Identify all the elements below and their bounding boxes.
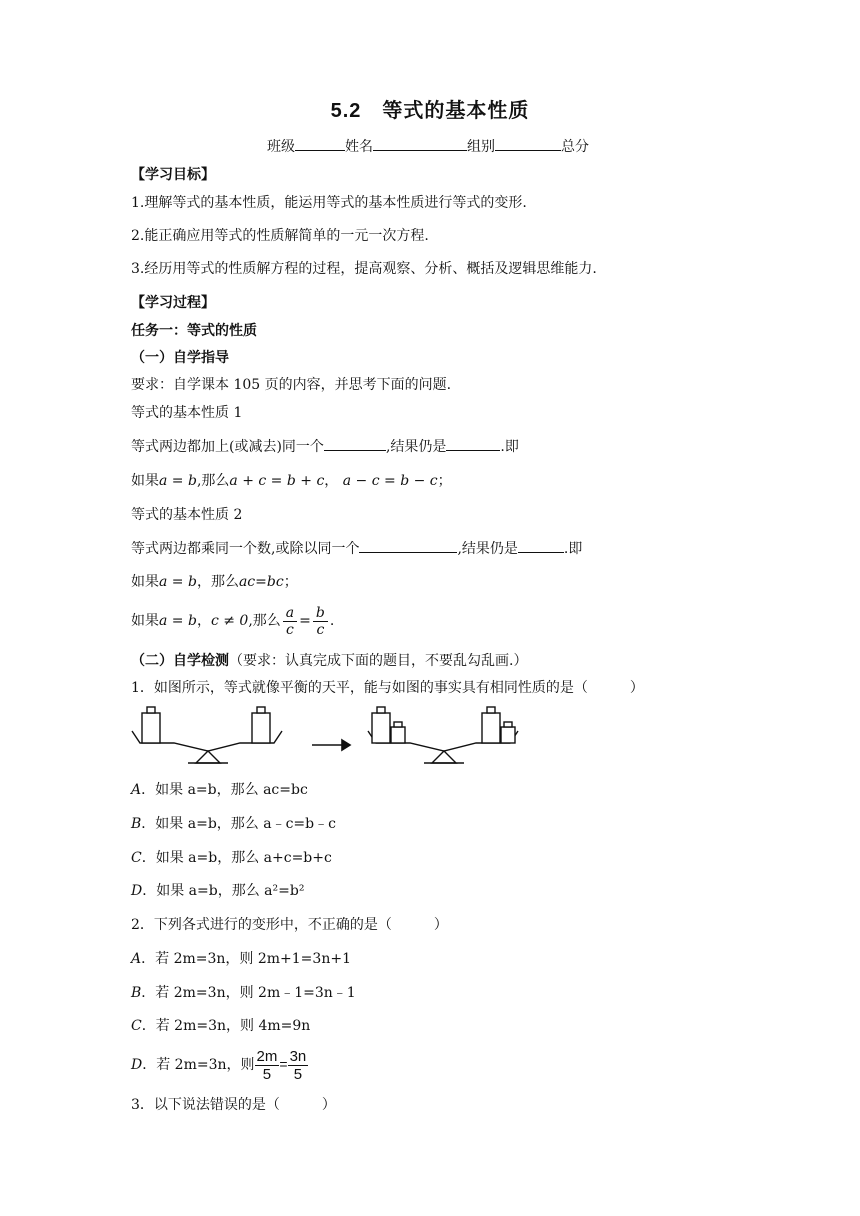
q1-option-b[interactable]: B．如果 a=b，那么 a﹣c=b﹣c <box>131 816 336 832</box>
process-heading: 【学习过程】 <box>131 295 215 311</box>
property1-title: 等式的基本性质 1 <box>131 405 243 421</box>
property1-blank-1[interactable] <box>324 436 386 451</box>
objectives-heading: 【学习目标】 <box>131 167 215 183</box>
q1-option-a[interactable]: A．如果 a=b，那么 ac=bc <box>131 782 308 798</box>
check-note: （要求：认真完成下面的题目，不要乱勾乱画.） <box>229 653 528 669</box>
q2-option-a[interactable]: A．若 2m=3n，则 2m+1=3n+1 <box>131 951 351 967</box>
property1-text: 等式两边都加上(或减去)同一个 ,结果仍是 .即 <box>131 436 519 456</box>
balance-diagram <box>128 703 528 765</box>
property2-formula-2: 如果a = b，c ≠ 0,那么 $\frac{a}{c}$ = $\frac{b}{c}$ . <box>131 604 335 638</box>
q2-option-b[interactable]: B．若 2m=3n，则 2m﹣1=3n﹣1 <box>131 985 356 1001</box>
name-blank[interactable] <box>373 136 467 151</box>
objective-item: 3.经历用等式的性质解方程的过程，提高观察、分析、概括及逻辑思维能力. <box>131 261 597 277</box>
q2-option-c[interactable]: C．若 2m=3n，则 4m=9n <box>131 1018 311 1034</box>
property2-blank-2[interactable] <box>518 538 564 553</box>
class-label: 班级 <box>267 139 295 155</box>
property2-formula-1: 如果a = b，那么ac=bc； <box>131 574 298 590</box>
property2-blank-1[interactable] <box>359 538 457 553</box>
fraction-b-over-c: $\frac{b}{c}$ <box>313 605 328 638</box>
question-1: 1．如图所示，等式就像平衡的天平，能与如图的事实具有相同性质的是（ ） <box>131 680 644 696</box>
check-heading: （二）自学检测 <box>131 653 229 669</box>
equation: a − c = b − c <box>342 473 438 489</box>
property1-blank-2[interactable] <box>446 436 500 451</box>
fraction-2m-over-5: $\frac{2m}{5}$ <box>256 1047 278 1083</box>
balance-right <box>368 707 518 763</box>
group-blank[interactable] <box>495 136 561 151</box>
equation: a + c = b + c <box>229 473 325 489</box>
arrow-icon <box>312 740 350 750</box>
q1-option-c[interactable]: C．如果 a=b，那么 a+c=b+c <box>131 850 332 866</box>
task1-heading: 任务一：等式的性质 <box>131 323 257 339</box>
property2-title: 等式的基本性质 2 <box>131 507 243 523</box>
check-heading-line <box>131 650 527 670</box>
name-label: 姓名 <box>345 139 373 155</box>
page-title: 5.2 等式的基本性质 <box>330 100 530 122</box>
guide-heading: （一）自学指导 <box>131 350 229 366</box>
fraction-3n-over-5: $\frac{3n}{5}$ <box>289 1047 307 1083</box>
objective-item: 2.能正确应用等式的性质解简单的一元一次方程. <box>131 228 429 244</box>
equation: a = b <box>159 473 197 489</box>
score-label: 总分 <box>561 139 589 155</box>
requirement-text: 要求：自学课本 105 页的内容，并思考下面的问题. <box>131 377 452 393</box>
q1-option-d[interactable]: D．如果 a=b，那么 a²=b² <box>131 883 305 899</box>
balance-left <box>132 707 282 763</box>
question-2: 2．下列各式进行的变形中，不正确的是（ ） <box>131 917 448 933</box>
objective-item: 1.理解等式的基本性质，能运用等式的基本性质进行等式的变形. <box>131 195 527 211</box>
student-info-line <box>267 136 589 156</box>
property2-text: 等式两边都乘同一个数,或除以同一个 ,结果仍是 .即 <box>131 538 582 558</box>
class-blank[interactable] <box>295 136 345 151</box>
fraction-a-over-c: $\frac{a}{c}$ <box>283 605 297 638</box>
group-label: 组别 <box>467 139 495 155</box>
q2-option-d[interactable]: D．若 2m=3n，则 $\frac{2m}{5}$ = $\frac{3n}{5}$ <box>131 1047 307 1083</box>
question-3: 3．以下说法错误的是（ ） <box>131 1097 336 1113</box>
property1-formula: 如果a = b,那么a + c = b + c， a − c = b − c； <box>131 473 452 489</box>
